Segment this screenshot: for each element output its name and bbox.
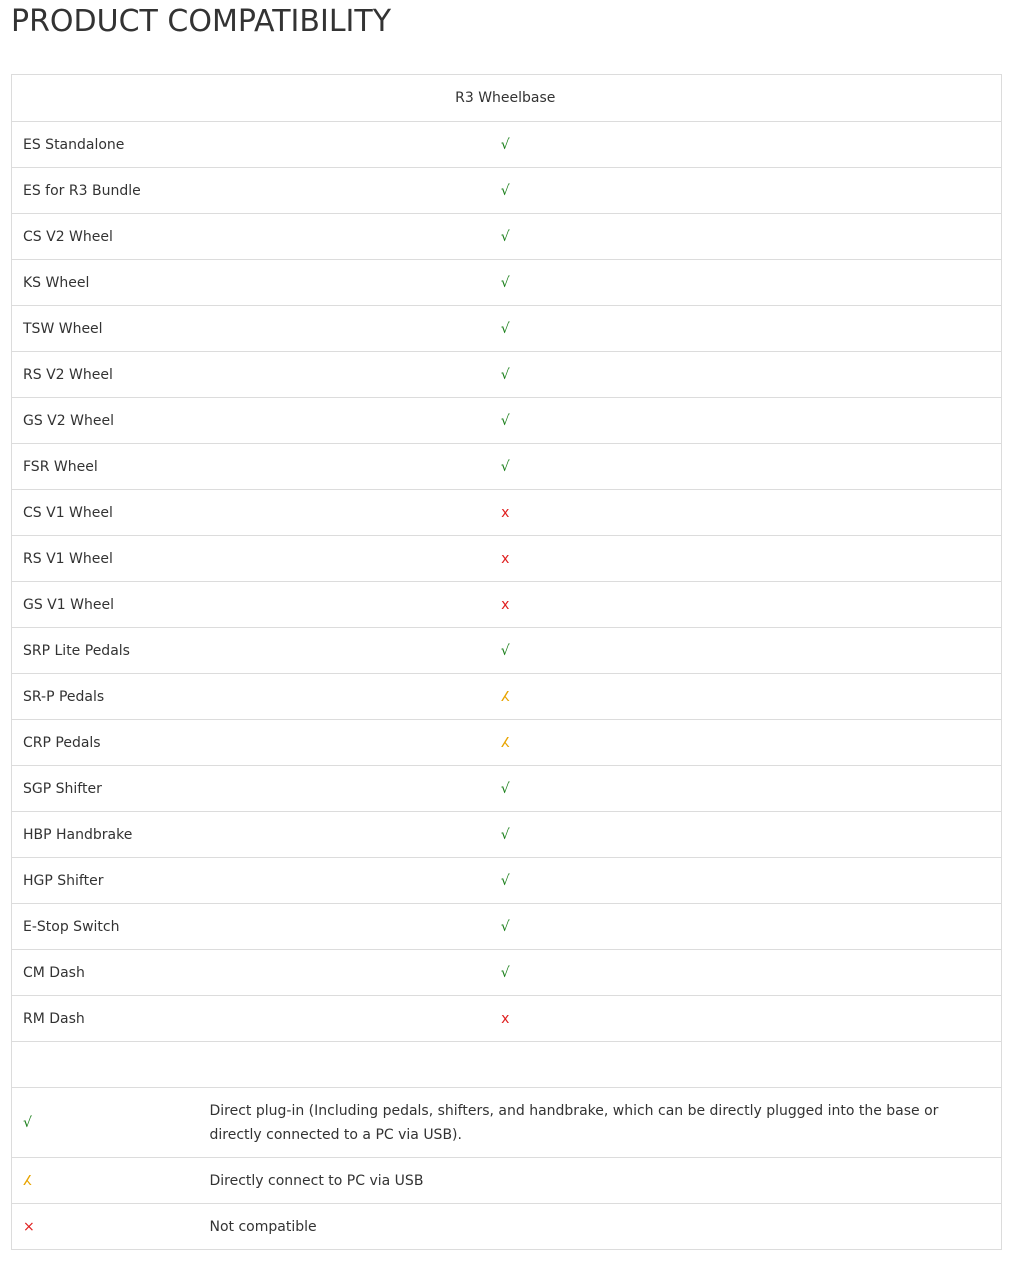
compatibility-mark-cell xyxy=(210,398,1002,444)
product-name: TSW Wheel xyxy=(12,306,210,352)
table-row xyxy=(12,352,1002,398)
table-row xyxy=(12,720,1002,766)
product-name: ES for R3 Bundle xyxy=(12,168,210,214)
cross-icon: × xyxy=(23,1218,35,1235)
cross-icon: x xyxy=(501,596,510,613)
compatibility-mark-cell xyxy=(210,674,1002,720)
page-title: PRODUCT COMPATIBILITY xyxy=(11,4,392,39)
compatibility-mark-cell xyxy=(210,812,1002,858)
check-icon: √ xyxy=(500,228,510,245)
product-name: GS V2 Wheel xyxy=(12,398,210,444)
legend-description: Direct plug-in (Including pedals, shifters, and handbrake, which can be directly plugged into the base or directly connected to a PC via USB). xyxy=(210,1088,1002,1158)
legend-row xyxy=(12,1204,1002,1250)
legend-symbol-cell xyxy=(12,1088,210,1158)
table-row xyxy=(12,260,1002,306)
compatibility-mark-cell xyxy=(210,720,1002,766)
cross-icon: x xyxy=(501,1010,510,1027)
legend-symbol-cell xyxy=(12,1158,210,1204)
table-row xyxy=(12,674,1002,720)
compatibility-mark-cell xyxy=(210,490,1002,536)
check-icon: √ xyxy=(23,1114,32,1131)
check-icon: √ xyxy=(500,872,510,889)
table-row xyxy=(12,122,1002,168)
compatibility-mark-cell xyxy=(210,168,1002,214)
compatibility-mark-cell xyxy=(210,766,1002,812)
table-row xyxy=(12,582,1002,628)
usb-connect-icon: ⵃ xyxy=(500,734,510,751)
legend-symbol-cell xyxy=(12,1204,210,1250)
table-row xyxy=(12,766,1002,812)
usb-connect-icon: ⵃ xyxy=(23,1172,32,1189)
product-name: RM Dash xyxy=(12,996,210,1042)
table-header-row xyxy=(12,75,1002,122)
product-name: SRP Lite Pedals xyxy=(12,628,210,674)
product-name: GS V1 Wheel xyxy=(12,582,210,628)
table-spacer-row xyxy=(12,1042,1002,1088)
usb-connect-icon: ⵃ xyxy=(500,688,510,705)
table-row xyxy=(12,996,1002,1042)
check-icon: √ xyxy=(500,412,510,429)
cross-icon: x xyxy=(501,550,510,567)
table-row xyxy=(12,168,1002,214)
table-row xyxy=(12,950,1002,996)
compatibility-mark-cell xyxy=(210,904,1002,950)
check-icon: √ xyxy=(500,918,510,935)
legend-description: Not compatible xyxy=(210,1204,1002,1250)
compatibility-mark-cell xyxy=(210,214,1002,260)
table-row xyxy=(12,536,1002,582)
column-header-r3-wheelbase: R3 Wheelbase xyxy=(210,75,1002,122)
check-icon: √ xyxy=(500,826,510,843)
table-row xyxy=(12,306,1002,352)
cross-icon: x xyxy=(501,504,510,521)
product-name: CS V2 Wheel xyxy=(12,214,210,260)
compatibility-mark-cell xyxy=(210,536,1002,582)
product-name: CRP Pedals xyxy=(12,720,210,766)
compatibility-mark-cell xyxy=(210,950,1002,996)
spacer-cell xyxy=(12,1042,1002,1088)
compatibility-table xyxy=(11,74,1002,1250)
check-icon: √ xyxy=(500,320,510,337)
compatibility-table-body xyxy=(12,75,1002,1250)
table-row xyxy=(12,444,1002,490)
header-empty-cell xyxy=(12,75,210,122)
product-name: CS V1 Wheel xyxy=(12,490,210,536)
table-row xyxy=(12,214,1002,260)
product-name: RS V2 Wheel xyxy=(12,352,210,398)
compatibility-mark-cell xyxy=(210,628,1002,674)
check-icon: √ xyxy=(500,274,510,291)
compatibility-mark-cell xyxy=(210,352,1002,398)
table-row xyxy=(12,858,1002,904)
product-name: CM Dash xyxy=(12,950,210,996)
compatibility-mark-cell xyxy=(210,122,1002,168)
table-row xyxy=(12,398,1002,444)
compatibility-mark-cell xyxy=(210,260,1002,306)
product-name: ES Standalone xyxy=(12,122,210,168)
check-icon: √ xyxy=(500,964,510,981)
check-icon: √ xyxy=(500,642,510,659)
product-name: SGP Shifter xyxy=(12,766,210,812)
compatibility-mark-cell xyxy=(210,858,1002,904)
product-name: FSR Wheel xyxy=(12,444,210,490)
check-icon: √ xyxy=(500,458,510,475)
check-icon: √ xyxy=(500,182,510,199)
table-row xyxy=(12,904,1002,950)
legend-row xyxy=(12,1088,1002,1158)
legend-row xyxy=(12,1158,1002,1204)
product-name: KS Wheel xyxy=(12,260,210,306)
table-row xyxy=(12,490,1002,536)
check-icon: √ xyxy=(500,136,510,153)
product-name: RS V1 Wheel xyxy=(12,536,210,582)
product-name: SR-P Pedals xyxy=(12,674,210,720)
check-icon: √ xyxy=(500,780,510,797)
table-row xyxy=(12,812,1002,858)
compatibility-mark-cell xyxy=(210,444,1002,490)
product-name: HBP Handbrake xyxy=(12,812,210,858)
legend-description: Directly connect to PC via USB xyxy=(210,1158,1002,1204)
table-row xyxy=(12,628,1002,674)
check-icon: √ xyxy=(500,366,510,383)
product-name: E-Stop Switch xyxy=(12,904,210,950)
product-name: HGP Shifter xyxy=(12,858,210,904)
compatibility-mark-cell xyxy=(210,996,1002,1042)
compatibility-mark-cell xyxy=(210,306,1002,352)
compatibility-mark-cell xyxy=(210,582,1002,628)
